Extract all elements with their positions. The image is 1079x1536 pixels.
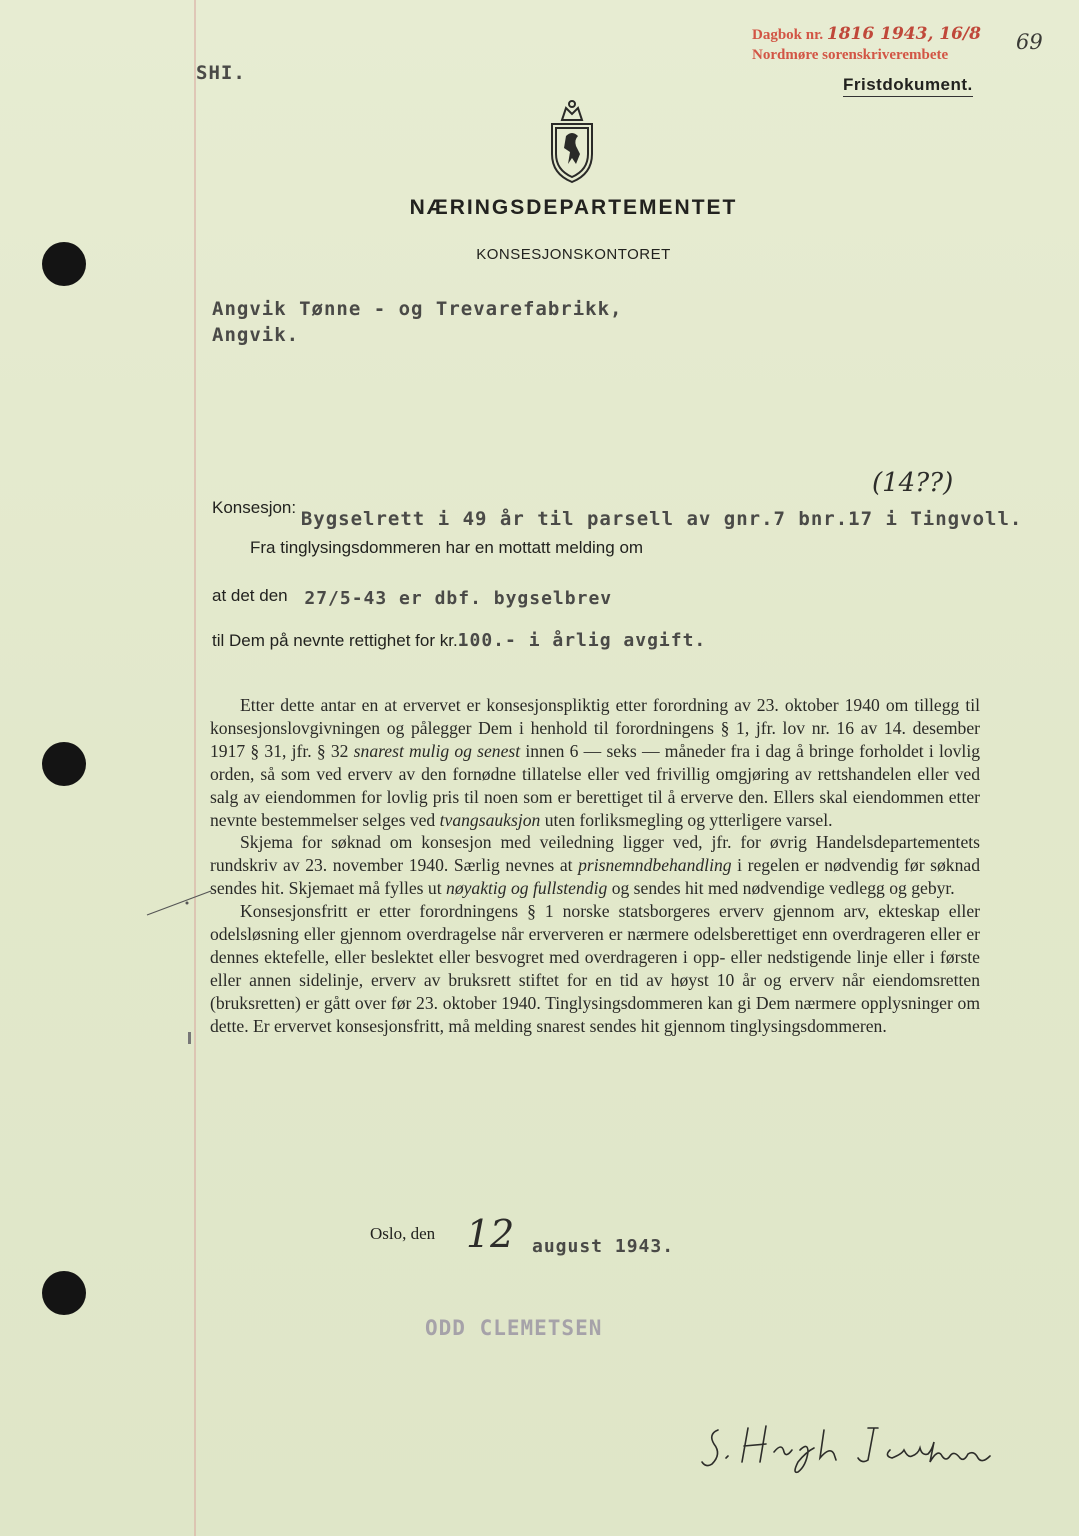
body-paragraph-3: Konsesjonsfritt er etter forordningens § 1 norske statsborgeres erverv gjennom arv, ekteskap eller odelsløsning eller gjennom overdragelse når erververen er nærmere odelsberettiget enn overdrageren eller er dennes ektefelle, eller beslektet eller besvogret med overdrageren i opp- eller nedstigende linje eller i første eller annen sidelinje, erverv av bruksrett stiftet for en tid av høyst 10 år og erverv når eiendomsretten (bruksretten) er gått over før 23. oktober 1940. Tinglysingsdommeren kan gi Dem nærmere opplysninger om dette. Er ervervet konsesjonsfritt, må melding snarest sendes hit gjennom tinglysingsdommeren.	[210, 901, 980, 1036]
registry-stamp	[752, 24, 981, 65]
stamp-office: Nordmøre sorenskriverembete	[752, 47, 949, 63]
signature	[700, 1418, 1020, 1478]
emphasis-text: nøyaktig og fullstendig	[446, 878, 608, 899]
paragraph-text: Etter dette antar en at ervervet er konsesjonspliktig etter forordning av 23. oktober 1940 om tillegg til konsesjonslovgivningen og pålegger Dem i henhold til forordningens § 1, jfr. lov nr. 16 av 14. desember 1917 § 31, jfr. § 32	[210, 695, 980, 761]
emphasis-text: prisnemndbehandling	[578, 855, 732, 876]
date-value: 27/5-43 er dbf. bygselbrev	[304, 588, 613, 609]
stamp-label: Dagbok nr.	[752, 27, 824, 43]
paragraph-text: innen 6 — seks — måneder fra i dag å bringe forholdet i lovlig orden, så som ved erverv av den fornødne tillatelse eller ved frivillig omgjøring av rettshandelen eller ved salg av eiendommen for lovlig pris til noen som er berettiget til å erverve den. Ellers skal eiendommen etter nevnte bestemmelser selges ved	[210, 740, 980, 830]
recipient-line-1: Angvik Tønne - og Trevarefabrikk,	[212, 298, 623, 320]
paragraph-text: uten forliksmegling og ytterligere varsel.	[544, 809, 833, 830]
handwritten-reference: (14??)	[872, 468, 954, 498]
paragraph-text: Skjema for søknad om konsesjon med veiledning ligger ved, jfr. for øvrig Handelsdepartementets rundskriv av 23. november 1940. Særlig nevnes at	[210, 832, 980, 876]
konsesjon-value: Bygselrett i 49 år til parsell av gnr.7 bnr.17 i Tingvoll.	[300, 508, 1023, 530]
rights-value: 100.- i årlig avgift.	[457, 630, 707, 651]
emphasis-text: snarest mulig og senest	[353, 740, 521, 761]
ministry-heading: NÆRINGSDEPARTEMENTET	[409, 196, 738, 219]
closing-place: Oslo, den	[370, 1224, 436, 1243]
closing-day-handwritten: 12	[466, 1212, 515, 1256]
body-paragraph-2	[210, 831, 980, 900]
name-stamp: ODD CLEMETSEN	[425, 1316, 603, 1340]
rights-row	[212, 630, 706, 651]
letter-body	[210, 694, 980, 1038]
recipient-line-2: Angvik.	[212, 324, 300, 346]
rights-label: til Dem på nevnte rettighet for kr.	[212, 631, 458, 650]
konsesjon-row	[212, 496, 1023, 530]
typed-reference-code: SHI.	[196, 62, 246, 84]
paragraph-text: og sendes hit med nødvendige vedlegg og gebyr.	[611, 878, 955, 899]
norwegian-coat-of-arms-icon	[544, 98, 600, 184]
body-paragraph-1	[210, 694, 980, 831]
document-type: Fristdokument.	[843, 75, 973, 97]
margin-mark	[188, 1032, 191, 1044]
date-label: at det den	[212, 586, 288, 605]
emphasis-text: tvangsauksjon	[439, 809, 541, 830]
closing-month-year: august 1943.	[532, 1236, 675, 1257]
punch-hole	[42, 742, 86, 786]
date-row	[212, 585, 613, 609]
margin-tick-mark	[145, 885, 215, 925]
stamp-handwritten-entry: 1816 1943, 16/8	[826, 24, 981, 44]
margin-rule	[194, 0, 196, 1536]
paragraph-text: i regelen er nødvendig før søknad sendes hit. Skjemaet må fylles ut	[210, 855, 980, 899]
page-number: 69	[1016, 30, 1043, 54]
intro-line: Fra tinglysingsdommeren har en mottatt melding om	[250, 538, 644, 557]
konsesjon-label: Konsesjon:	[212, 498, 297, 517]
punch-hole	[42, 1271, 86, 1315]
office-heading: KONSESJONSKONTORET	[476, 246, 671, 263]
